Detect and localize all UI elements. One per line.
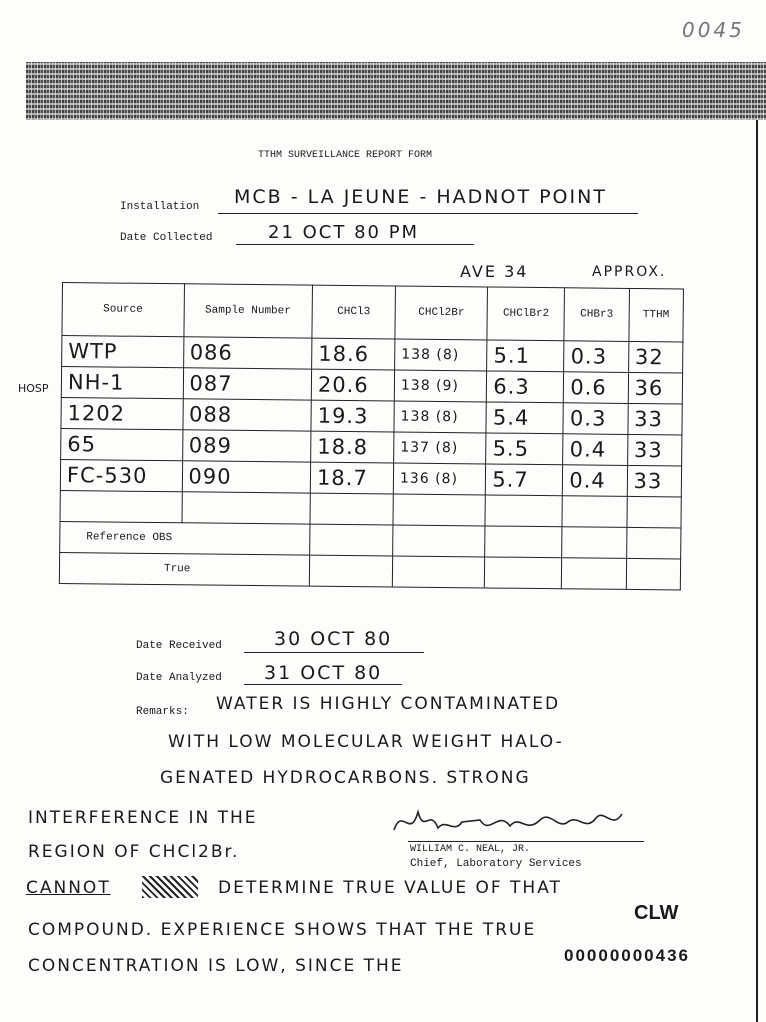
cell: 137 (8) [394, 432, 487, 464]
bates-number: 00000000436 [564, 946, 691, 965]
cell: 0.3 [563, 403, 628, 435]
header-sample-number: Sample Number [183, 284, 312, 338]
cell: FC-530 [60, 459, 182, 491]
date-analyzed-label: Date Analyzed [136, 672, 222, 684]
cell: 089 [182, 430, 311, 462]
cell: 5.7 [486, 464, 563, 496]
date-received-label: Date Received [136, 640, 222, 652]
cell: 5.4 [486, 402, 563, 434]
cell [627, 496, 682, 528]
remarks-line-1: WATER IS HIGHLY CONTAMINATED [216, 694, 561, 714]
cell [562, 527, 627, 559]
cell: 0.6 [564, 372, 629, 404]
cell: WTP [62, 336, 184, 368]
cell [393, 494, 486, 526]
cell: 136 (8) [393, 463, 486, 495]
cell: 32 [628, 341, 683, 373]
date-collected-label: Date Collected [120, 232, 213, 244]
cell [392, 556, 485, 588]
cell: 086 [183, 337, 312, 369]
date-collected-value: 21 OCT 80 PM [268, 222, 420, 243]
remarks-line-9: CONCENTRATION IS LOW, SINCE THE [28, 956, 404, 976]
cell [393, 525, 486, 557]
true-label: True [59, 552, 309, 586]
cell: 090 [182, 461, 311, 493]
cell: NH-1 [61, 367, 183, 399]
cell: 19.3 [311, 400, 394, 432]
cell [485, 526, 562, 558]
approx-note: APPROX. [592, 264, 667, 280]
cell: 138 (9) [394, 370, 487, 402]
cell: 138 (8) [394, 401, 487, 433]
ave-note: AVE 34 [460, 262, 529, 281]
cell [309, 555, 392, 587]
page-number: 0045 [682, 18, 745, 42]
cell: 18.8 [311, 431, 394, 463]
cell: 0.4 [563, 465, 628, 497]
remarks-label: Remarks: [136, 706, 189, 718]
signature-title: Chief, Laboratory Services [410, 858, 582, 870]
cell: 0.4 [563, 434, 628, 466]
remarks-line-6: CANNOT [26, 878, 111, 898]
reference-obs-label: Reference OBS [60, 521, 310, 555]
cell: 18.6 [312, 338, 395, 370]
tthm-table [59, 282, 684, 590]
cell [626, 527, 681, 559]
remarks-line-4: INTERFERENCE IN THE [28, 808, 258, 828]
cell [485, 495, 562, 527]
cell [60, 490, 182, 522]
page-edge-line [756, 120, 758, 1022]
installation-label: Installation [120, 201, 200, 213]
remarks-line-5: REGION OF CHCl2Br. [28, 842, 240, 862]
cell [562, 558, 627, 590]
scribble-mark [142, 876, 198, 898]
header-tthm: TTHM [629, 288, 684, 342]
cell: 36 [628, 372, 683, 404]
cell [626, 558, 681, 590]
cell: 5.5 [486, 433, 563, 465]
cell: 33 [628, 403, 683, 435]
header-source: Source [62, 283, 184, 337]
cell: 33 [627, 465, 682, 497]
header-chcl3: CHCl3 [312, 285, 395, 339]
remarks-line-2: WITH LOW MOLECULAR WEIGHT HALO- [168, 732, 564, 752]
signature-name: WILLIAM C. NEAL, JR. [410, 844, 531, 855]
table-header-row [62, 283, 684, 343]
remarks-line-3: GENATED HYDROCARBONS. STRONG [160, 768, 531, 788]
cell: 5.1 [487, 340, 564, 372]
date-collected-line [236, 243, 474, 245]
cell [485, 557, 562, 589]
cell [181, 492, 310, 524]
cell: 33 [627, 434, 682, 466]
installation-value: MCB - LA JEUNE - HADNOT POINT [234, 186, 607, 208]
installation-line [218, 212, 638, 214]
hosp-note: HOSP [18, 382, 49, 395]
cell [562, 496, 627, 528]
cell: 1202 [61, 397, 183, 429]
remarks-line-8: COMPOUND. EXPERIENCE SHOWS THAT THE TRUE [28, 920, 537, 940]
cell: 087 [183, 368, 312, 400]
cell: 138 (8) [395, 339, 488, 371]
cell: 18.7 [310, 462, 393, 494]
cell: 0.3 [564, 341, 629, 373]
cell: 088 [182, 399, 311, 431]
cell: 20.6 [311, 369, 394, 401]
header-chcl2br: CHCl2Br [395, 286, 488, 340]
cell [310, 493, 393, 525]
remarks-line-7: DETERMINE TRUE VALUE OF THAT [218, 878, 562, 898]
date-received-value: 30 OCT 80 [274, 628, 393, 650]
true-row [59, 552, 680, 590]
header-chclbr2: CHClBr2 [487, 287, 565, 341]
form-title: TTHM SURVEILLANCE REPORT FORM [258, 150, 433, 161]
cell [310, 524, 393, 556]
header-chbr3: CHBr3 [564, 288, 629, 342]
cell: 6.3 [487, 371, 564, 403]
cell: 65 [61, 428, 183, 460]
date-received-line [244, 651, 424, 653]
date-analyzed-value: 31 OCT 80 [264, 662, 383, 684]
scan-noise-overlay [26, 62, 766, 120]
stamp-initials: CLW [634, 902, 679, 924]
signature-scribble [390, 800, 640, 844]
signature-line [408, 840, 644, 842]
